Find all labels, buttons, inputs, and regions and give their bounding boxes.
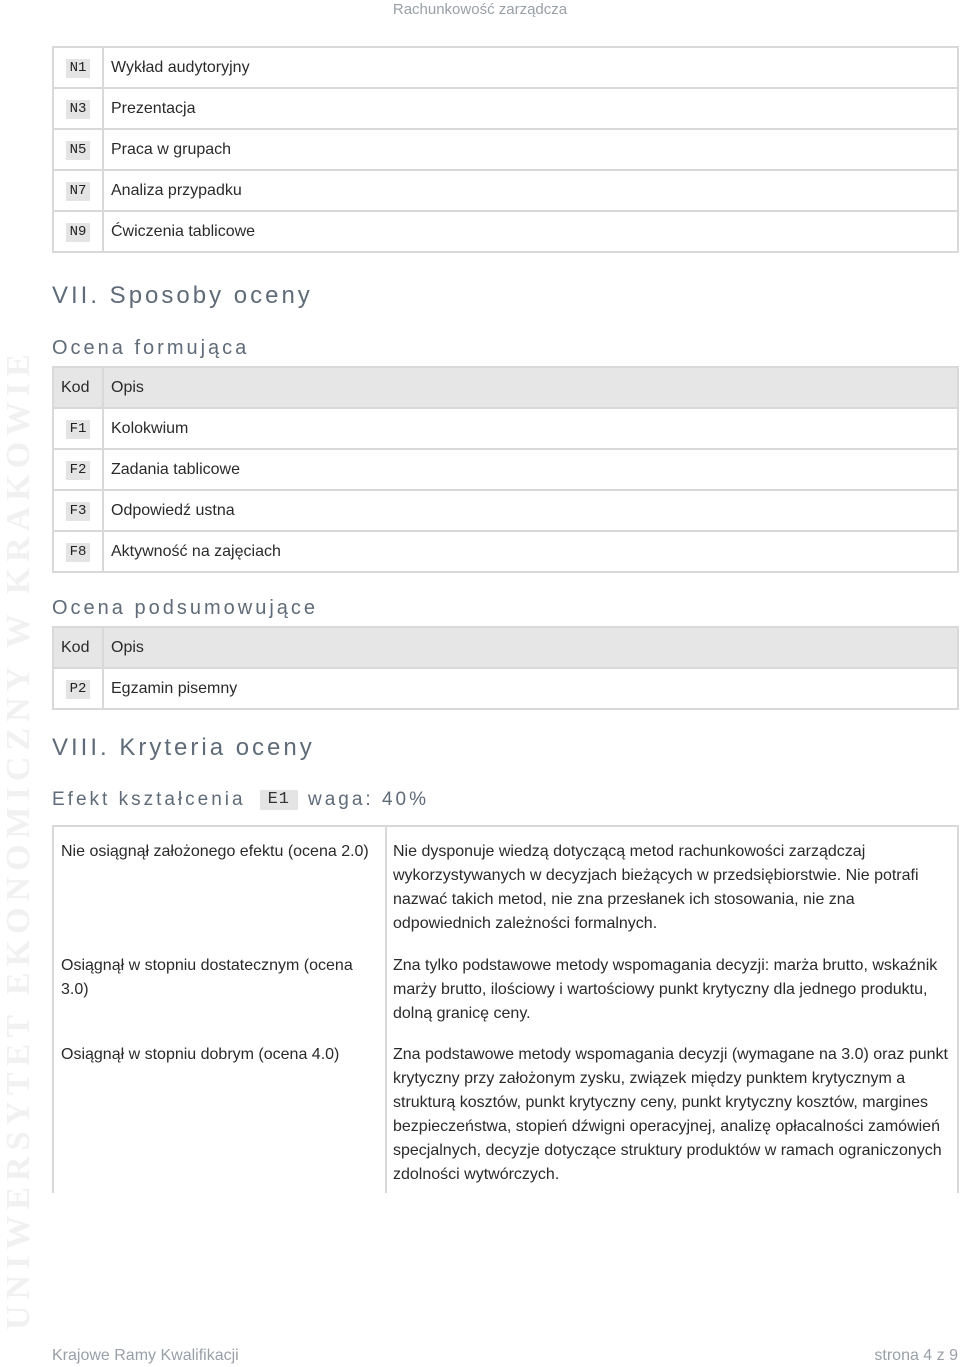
table-row: [53, 490, 958, 531]
table-row: [53, 408, 958, 449]
table-row: [53, 531, 958, 572]
effect-weight: waga: 40%: [307, 789, 429, 810]
assessment-code: F8: [66, 543, 91, 562]
table-row: [53, 668, 958, 709]
criteria-desc: Nie dysponuje wiedzą dotyczącą metod rachunkowości zarządczaj wykorzystywanych w decyzjach bieżących w przedsiębiorstwie. Nie potrafi nazwać takich metod, nie zna przesłanek ich stosowania, nie zna odpowiednich zależności formalnych.: [393, 843, 919, 932]
criteria-table: [52, 825, 959, 1193]
summative-title: Ocena podsumowujące: [52, 597, 319, 619]
watermark-text: UNIWERSYTET EKONOMICZNY W KRAKOWIE: [0, 347, 37, 1330]
assessment-code: P2: [66, 680, 91, 699]
criteria-grade: Nie osiągnął założonego efektu (ocena 2.0): [61, 843, 369, 860]
footer-page-number: strona 4 z 9: [874, 1347, 958, 1364]
col-desc-header: Opis: [103, 627, 958, 668]
table-header-row: [53, 367, 958, 408]
assessment-desc: Kolokwium: [103, 408, 958, 449]
assessment-code: F1: [66, 420, 91, 439]
assessment-desc: Aktywność na zajęciach: [103, 531, 958, 572]
criteria-divider: [385, 827, 387, 1193]
table-header-row: [53, 627, 958, 668]
col-code-header: Kod: [53, 627, 103, 668]
table-row: [53, 129, 958, 170]
effect-label: Efekt kształcenia: [52, 789, 246, 810]
effect-heading: [52, 789, 429, 811]
formative-table: [52, 366, 959, 573]
table-row: [53, 449, 958, 490]
method-code: N3: [66, 100, 91, 119]
summative-table: [52, 626, 959, 710]
criteria-grade: Osiągnął w stopniu dostatecznym (ocena 3.0): [61, 957, 353, 998]
col-desc-header: Opis: [103, 367, 958, 408]
criteria-desc: Zna tylko podstawowe metody wspomagania decyzji: marża brutto, wskaźnik marży brutto, ilościowy i wartościowy punkt krytyczny dla jednego produktu, dolną granicę ceny.: [393, 957, 938, 1022]
method-desc: Ćwiczenia tablicowe: [103, 211, 958, 252]
assessment-code: F3: [66, 502, 91, 521]
method-code: N9: [66, 223, 91, 242]
assessment-desc: Zadania tablicowe: [103, 449, 958, 490]
col-code-header: Kod: [53, 367, 103, 408]
criteria-grade: Osiągnął w stopniu dobrym (ocena 4.0): [61, 1046, 340, 1063]
method-desc: Wykład audytoryjny: [103, 47, 958, 88]
assessment-desc: Odpowiedź ustna: [103, 490, 958, 531]
table-row: [53, 211, 958, 252]
method-desc: Analiza przypadku: [103, 170, 958, 211]
assessment-desc: Egzamin pisemny: [103, 668, 958, 709]
footer-left-text: Krajowe Ramy Kwalifikacji: [52, 1347, 239, 1364]
method-code: N7: [66, 182, 91, 201]
method-desc: Praca w grupach: [103, 129, 958, 170]
effect-code: E1: [260, 790, 298, 810]
table-row: [53, 47, 958, 88]
section-title-viii: VIII. Kryteria oceny: [52, 734, 315, 761]
methods-table: [52, 46, 959, 253]
method-desc: Prezentacja: [103, 88, 958, 129]
table-row: [53, 88, 958, 129]
table-row: [53, 170, 958, 211]
page-header-title: Rachunkowość zarządcza: [392, 1, 568, 18]
assessment-code: F2: [66, 461, 91, 480]
formative-title: Ocena formująca: [52, 337, 250, 359]
method-code: N1: [66, 59, 91, 78]
criteria-desc: Zna podstawowe metody wspomagania decyzji (wymagane na 3.0) oraz punkt krytyczny przy założonym zysku, związek między punktem krytycznym a strukturą kosztów, punkt krytyczny ceny, punkt krytyczny kosztów, margines bezpieczeństwa, stopień dźwigni operacyjnej, analizę opłacalności zamówień specjalnych, decyzje dotyczące struktury produktów w ramach ograniczonych zdolności wytwórczych.: [393, 1046, 948, 1183]
method-code: N5: [66, 141, 91, 160]
section-title-vii: VII. Sposoby oceny: [52, 282, 313, 309]
